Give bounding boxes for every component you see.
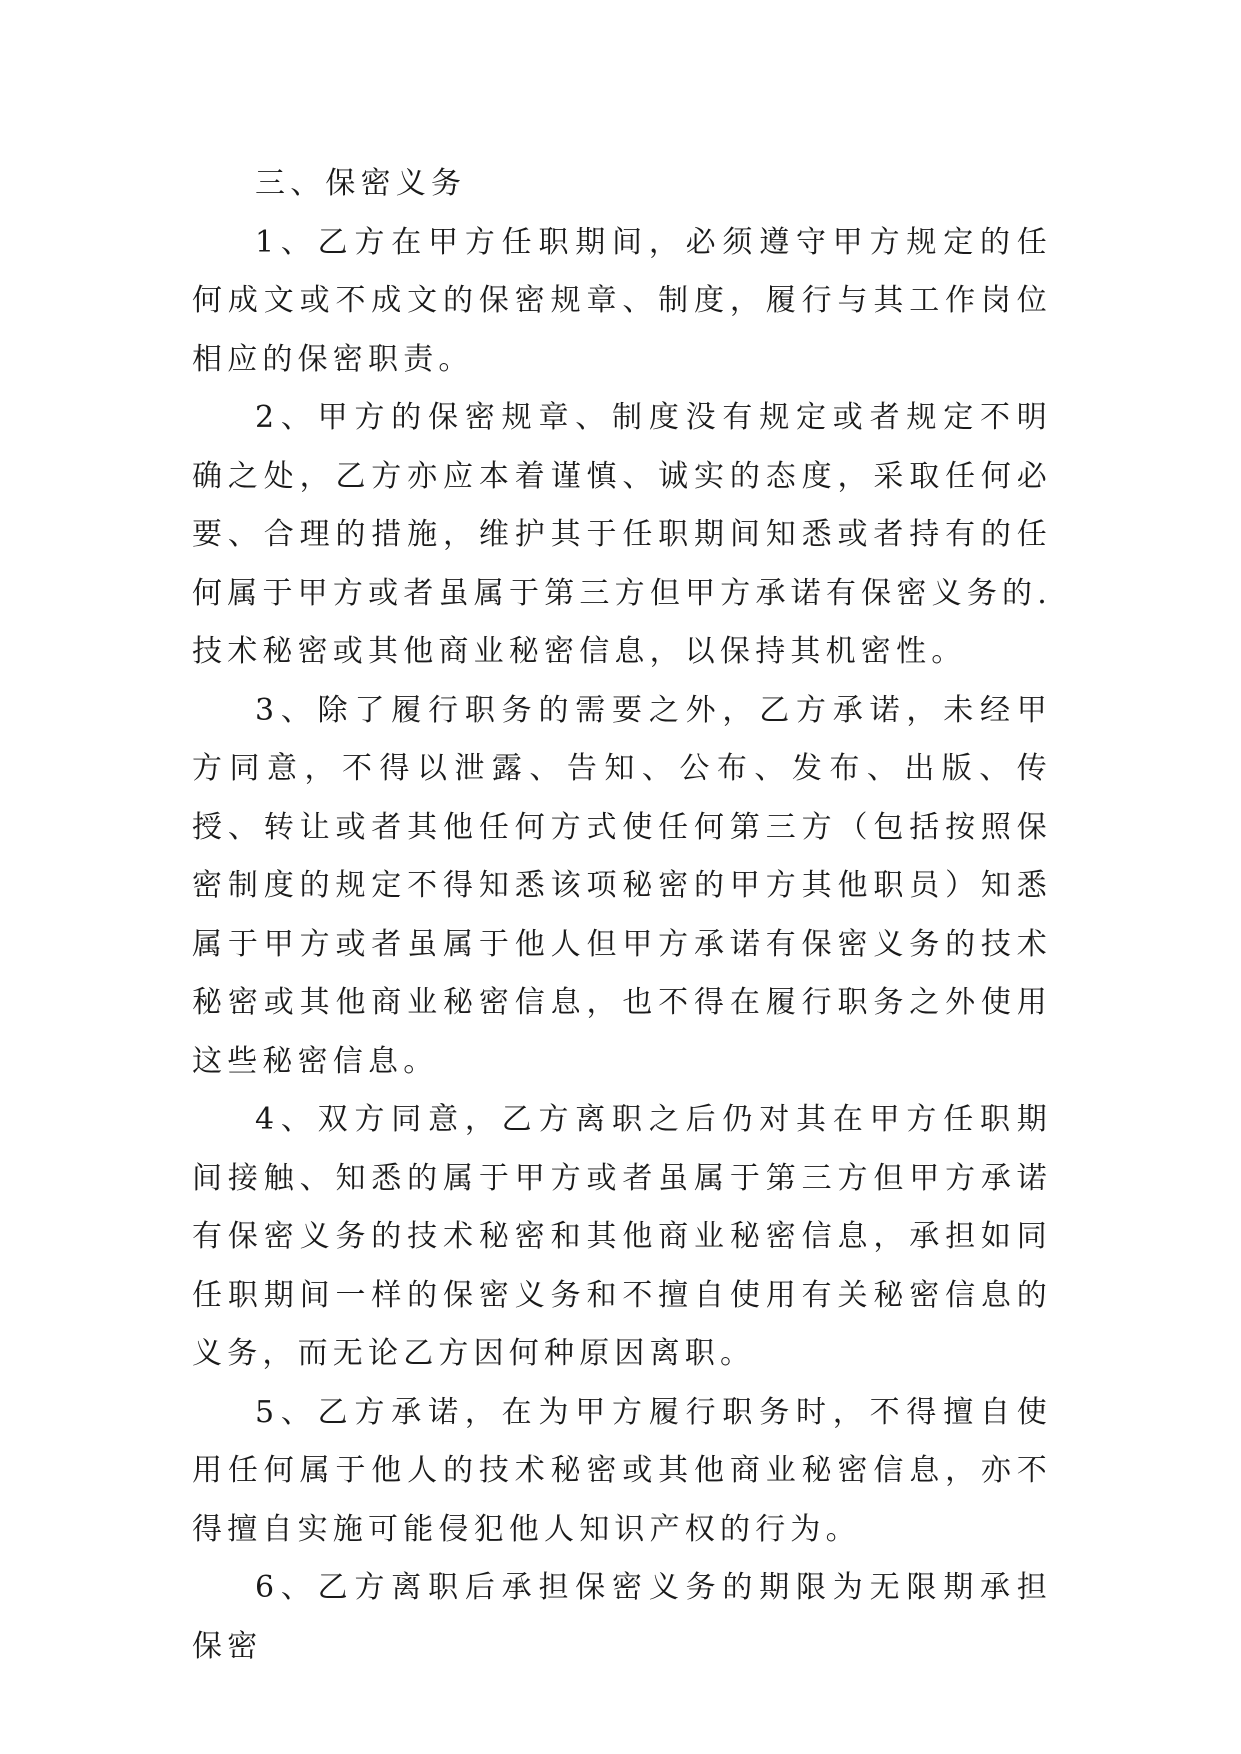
paragraph-6: 6、乙方离职后承担保密义务的期限为无限期承担保密 [192, 1570, 1052, 1664]
paragraph-5: 5、乙方承诺，在为甲方履行职务时，不得擅自使用任何属于他人的技术秘密或其他商业秘密信息，亦不得擅自实施可能侵犯他人知识产权的行为。 [192, 1394, 1052, 1547]
paragraph-1: 1、乙方在甲方任职期间，必须遵守甲方规定的任何成文或不成文的保密规章、制度，履行与其工作岗位相应的保密职责。 [192, 224, 1052, 377]
document-body [192, 155, 1052, 1676]
paragraph-2: 2、甲方的保密规章、制度没有规定或者规定不明确之处，乙方亦应本着谨慎、诚实的态度，采取任何必要、合理的措施，维护其于任职期间知悉或者持有的任何属于甲方或者虽属于第三方但甲方承诺有保密义务的.技术秘密或其他商业秘密信息，以保持其机密性。 [192, 400, 1052, 669]
paragraph-4: 4、双方同意，乙方离职之后仍对其在甲方任职期间接触、知悉的属于甲方或者虽属于第三方但甲方承诺有保密义务的技术秘密和其他商业秘密信息，承担如同任职期间一样的保密义务和不擅自使用有关秘密信息的义务，而无论乙方因何种原因离职。 [192, 1102, 1052, 1371]
section-heading: 三、保密义务 [255, 166, 467, 201]
paragraph-3: 3、除了履行职务的需要之外，乙方承诺，未经甲方同意，不得以泄露、告知、公布、发布、出版、传授、转让或者其他任何方式使任何第三方（包括按照保密制度的规定不得知悉该项秘密的甲方其他职员）知悉属于甲方或者虽属于他人但甲方承诺有保密义务的技术秘密或其他商业秘密信息，也不得在履行职务之外使用这些秘密信息。 [192, 692, 1052, 1079]
